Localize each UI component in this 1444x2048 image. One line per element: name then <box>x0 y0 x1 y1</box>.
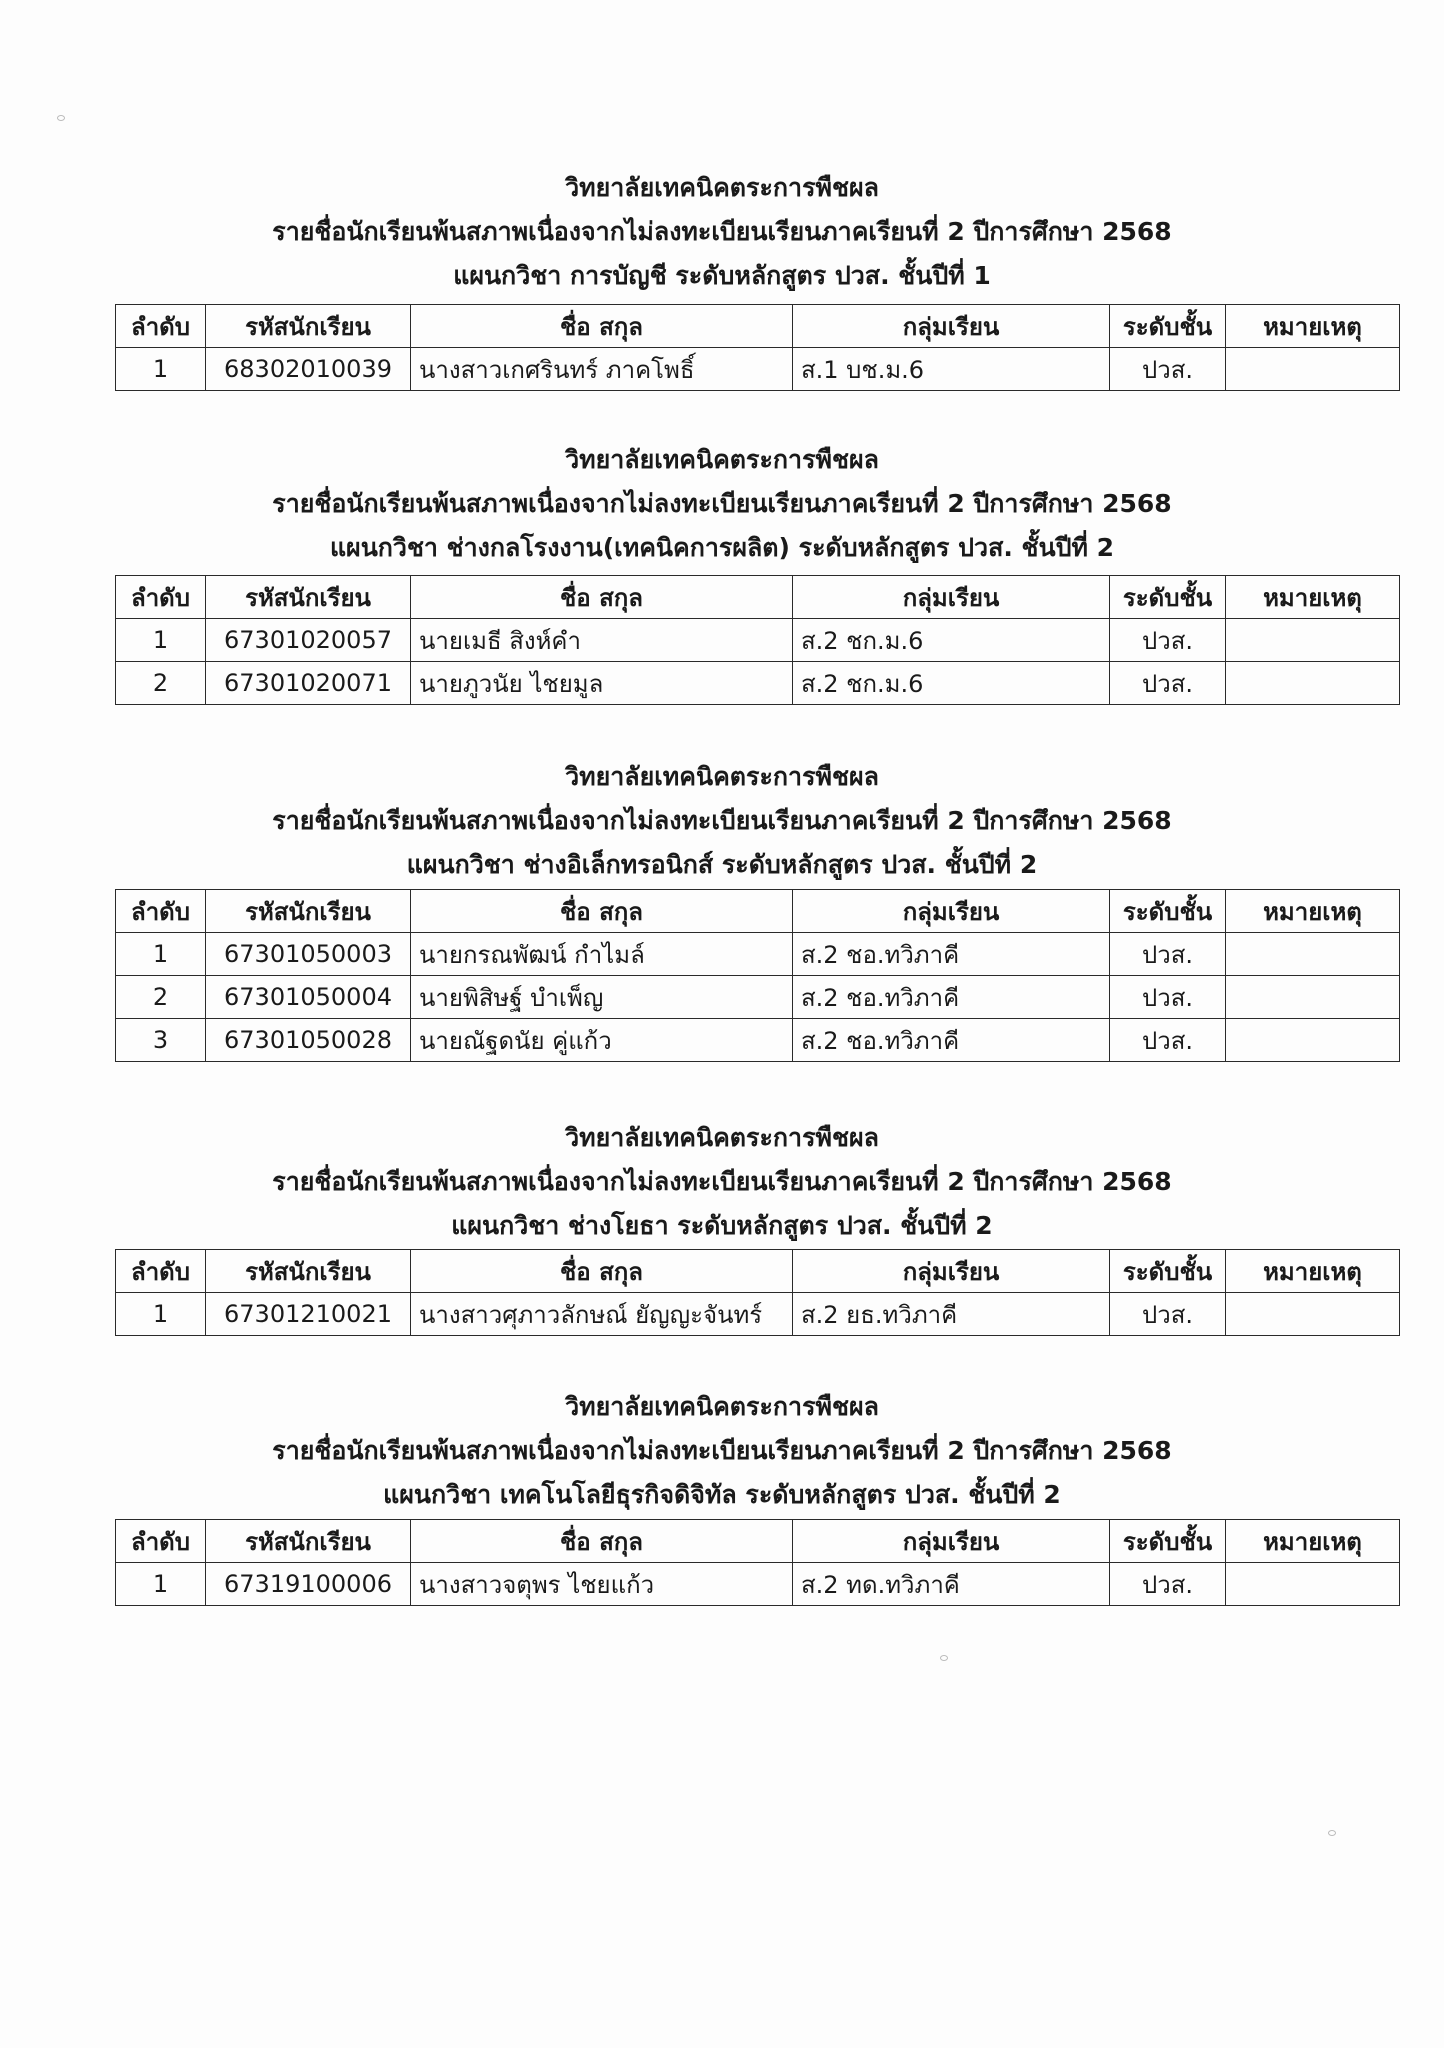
column-header: ลำดับ <box>116 1520 206 1563</box>
cell-level: ปวส. <box>1110 348 1226 391</box>
scan-mark <box>57 115 65 121</box>
column-header: กลุ่มเรียน <box>793 305 1110 348</box>
cell-group: ส.2 ชอ.ทวิภาคี <box>793 976 1110 1019</box>
cell-name: นายภูวนัย ไชยมูล <box>411 662 793 705</box>
department-line: แผนกวิชา ช่างอิเล็กทรอนิกส์ ระดับหลักสูตร ปวส. ชั้นปีที่ 2 <box>406 850 1038 879</box>
column-header: ระดับชั้น <box>1110 305 1226 348</box>
cell-note <box>1226 1293 1400 1336</box>
cell-note <box>1226 976 1400 1019</box>
column-header: หมายเหตุ <box>1226 576 1400 619</box>
cell-name: นางสาวจตุพร ไชยแก้ว <box>411 1563 793 1606</box>
column-header: ระดับชั้น <box>1110 1250 1226 1293</box>
cell-id: 68302010039 <box>206 348 411 391</box>
college-name: วิทยาลัยเทคนิคตระการพืชผล <box>565 445 879 474</box>
table-row <box>116 662 1400 705</box>
student-table <box>115 575 1400 705</box>
column-header: ชื่อ สกุล <box>411 1250 793 1293</box>
column-header: ระดับชั้น <box>1110 890 1226 933</box>
cell-group: ส.2 ชอ.ทวิภาคี <box>793 933 1110 976</box>
column-header: รหัสนักเรียน <box>206 576 411 619</box>
column-header: กลุ่มเรียน <box>793 890 1110 933</box>
cell-no: 1 <box>116 619 206 662</box>
cell-no: 1 <box>116 348 206 391</box>
column-header: ระดับชั้น <box>1110 576 1226 619</box>
cell-level: ปวส. <box>1110 933 1226 976</box>
cell-name: นายณัฐดนัย คู่แก้ว <box>411 1019 793 1062</box>
list-title: รายชื่อนักเรียนพ้นสภาพเนื่องจากไม่ลงทะเบียนเรียนภาคเรียนที่ 2 ปีการศึกษา 2568 <box>272 1436 1172 1465</box>
cell-id: 67301050028 <box>206 1019 411 1062</box>
scan-mark <box>940 1655 948 1661</box>
column-header: หมายเหตุ <box>1226 1520 1400 1563</box>
table-header-row <box>116 1520 1400 1563</box>
cell-group: ส.1 บช.ม.6 <box>793 348 1110 391</box>
column-header: หมายเหตุ <box>1226 890 1400 933</box>
cell-name: นายเมธี สิงห์คำ <box>411 619 793 662</box>
column-header: รหัสนักเรียน <box>206 890 411 933</box>
column-header: ระดับชั้น <box>1110 1520 1226 1563</box>
cell-id: 67301020071 <box>206 662 411 705</box>
student-table <box>115 889 1400 1062</box>
list-title: รายชื่อนักเรียนพ้นสภาพเนื่องจากไม่ลงทะเบียนเรียนภาคเรียนที่ 2 ปีการศึกษา 2568 <box>272 217 1172 246</box>
table-header-row <box>116 1250 1400 1293</box>
cell-level: ปวส. <box>1110 1293 1226 1336</box>
table-header-row <box>116 890 1400 933</box>
cell-name: นายพิสิษฐ์ บำเพ็ญ <box>411 976 793 1019</box>
cell-note <box>1226 662 1400 705</box>
cell-id: 67301210021 <box>206 1293 411 1336</box>
cell-group: ส.2 ชอ.ทวิภาคี <box>793 1019 1110 1062</box>
table-header-row <box>116 305 1400 348</box>
column-header: รหัสนักเรียน <box>206 1520 411 1563</box>
column-header: กลุ่มเรียน <box>793 576 1110 619</box>
table-row <box>116 348 1400 391</box>
college-name: วิทยาลัยเทคนิคตระการพืชผล <box>565 1392 879 1421</box>
cell-name: นายกรณพัฒน์ กำไมล์ <box>411 933 793 976</box>
cell-no: 3 <box>116 1019 206 1062</box>
column-header: ชื่อ สกุล <box>411 305 793 348</box>
column-header: รหัสนักเรียน <box>206 305 411 348</box>
cell-no: 2 <box>116 662 206 705</box>
cell-no: 1 <box>116 933 206 976</box>
cell-level: ปวส. <box>1110 976 1226 1019</box>
cell-level: ปวส. <box>1110 1019 1226 1062</box>
column-header: ชื่อ สกุล <box>411 576 793 619</box>
cell-name: นางสาวเกศรินทร์ ภาคโพธิ์ <box>411 348 793 391</box>
table-row <box>116 933 1400 976</box>
column-header: ลำดับ <box>116 1250 206 1293</box>
list-title: รายชื่อนักเรียนพ้นสภาพเนื่องจากไม่ลงทะเบียนเรียนภาคเรียนที่ 2 ปีการศึกษา 2568 <box>272 806 1172 835</box>
college-name: วิทยาลัยเทคนิคตระการพืชผล <box>565 1123 879 1152</box>
cell-no: 1 <box>116 1563 206 1606</box>
cell-group: ส.2 ชก.ม.6 <box>793 662 1110 705</box>
student-table <box>115 1249 1400 1336</box>
cell-group: ส.2 ชก.ม.6 <box>793 619 1110 662</box>
department-line: แผนกวิชา การบัญชี ระดับหลักสูตร ปวส. ชั้นปีที่ 1 <box>453 261 991 290</box>
column-header: รหัสนักเรียน <box>206 1250 411 1293</box>
student-table <box>115 1519 1400 1606</box>
table-header-row <box>116 576 1400 619</box>
cell-id: 67301050004 <box>206 976 411 1019</box>
column-header: ลำดับ <box>116 576 206 619</box>
cell-group: ส.2 ทด.ทวิภาคี <box>793 1563 1110 1606</box>
cell-level: ปวส. <box>1110 662 1226 705</box>
column-header: ชื่อ สกุล <box>411 1520 793 1563</box>
department-line: แผนกวิชา เทคโนโลยีธุรกิจดิจิทัล ระดับหลักสูตร ปวส. ชั้นปีที่ 2 <box>383 1480 1061 1509</box>
cell-name: นางสาวศุภาวลักษณ์ ยัญญะจันทร์ <box>411 1293 793 1336</box>
list-title: รายชื่อนักเรียนพ้นสภาพเนื่องจากไม่ลงทะเบียนเรียนภาคเรียนที่ 2 ปีการศึกษา 2568 <box>272 1167 1172 1196</box>
cell-note <box>1226 619 1400 662</box>
cell-id: 67319100006 <box>206 1563 411 1606</box>
table-row <box>116 619 1400 662</box>
table-row <box>116 1563 1400 1606</box>
cell-note <box>1226 1563 1400 1606</box>
table-row <box>116 976 1400 1019</box>
cell-no: 1 <box>116 1293 206 1336</box>
cell-note <box>1226 1019 1400 1062</box>
table-row <box>116 1293 1400 1336</box>
column-header: หมายเหตุ <box>1226 305 1400 348</box>
column-header: ชื่อ สกุล <box>411 890 793 933</box>
cell-note <box>1226 933 1400 976</box>
cell-id: 67301020057 <box>206 619 411 662</box>
cell-no: 2 <box>116 976 206 1019</box>
cell-level: ปวส. <box>1110 619 1226 662</box>
column-header: กลุ่มเรียน <box>793 1250 1110 1293</box>
student-table <box>115 304 1400 391</box>
college-name: วิทยาลัยเทคนิคตระการพืชผล <box>565 762 879 791</box>
column-header: ลำดับ <box>116 305 206 348</box>
column-header: ลำดับ <box>116 890 206 933</box>
list-title: รายชื่อนักเรียนพ้นสภาพเนื่องจากไม่ลงทะเบียนเรียนภาคเรียนที่ 2 ปีการศึกษา 2568 <box>272 489 1172 518</box>
department-line: แผนกวิชา ช่างกลโรงงาน(เทคนิคการผลิต) ระดับหลักสูตร ปวส. ชั้นปีที่ 2 <box>329 533 1115 562</box>
cell-note <box>1226 348 1400 391</box>
column-header: กลุ่มเรียน <box>793 1520 1110 1563</box>
cell-id: 67301050003 <box>206 933 411 976</box>
column-header: หมายเหตุ <box>1226 1250 1400 1293</box>
table-row <box>116 1019 1400 1062</box>
cell-level: ปวส. <box>1110 1563 1226 1606</box>
scan-mark <box>1328 1830 1336 1836</box>
college-name: วิทยาลัยเทคนิคตระการพืชผล <box>565 173 879 202</box>
department-line: แผนกวิชา ช่างโยธา ระดับหลักสูตร ปวส. ชั้นปีที่ 2 <box>451 1211 993 1240</box>
cell-group: ส.2 ยธ.ทวิภาคี <box>793 1293 1110 1336</box>
